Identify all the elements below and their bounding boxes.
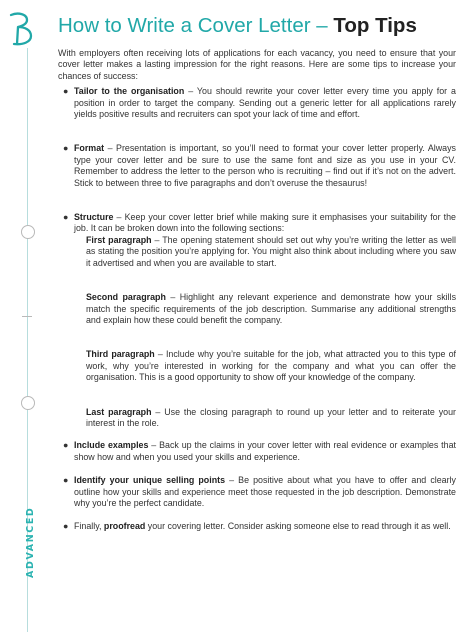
tip-structure xyxy=(58,212,456,429)
tip-text: – Be positive about what you have to offer and clearly outline how your skills and experience meet those requested in the job description. Demonstrate why you’re the perfect candidate. xyxy=(74,475,456,508)
section-third xyxy=(86,349,456,383)
section-text: – Use the closing paragraph to round up your letter and to reiterate your interest in the role. xyxy=(86,406,456,428)
tip-heading: Tailor to the organisation xyxy=(74,86,185,97)
brand-wordmark: ADVANCED xyxy=(25,506,36,578)
tip-heading: Structure xyxy=(74,212,114,223)
tip-heading: Include examples xyxy=(74,440,149,451)
bullet-icon: ● xyxy=(63,440,69,451)
section-heading: Last paragraph xyxy=(86,406,152,417)
tip-heading: Identify your unique selling points xyxy=(74,475,226,486)
bullet-icon: ● xyxy=(63,86,69,97)
tip-text-before: Finally, xyxy=(74,521,104,532)
tip-proofread xyxy=(58,521,456,532)
tips-list xyxy=(58,86,456,533)
bullet-icon: ● xyxy=(63,475,69,486)
section-first xyxy=(86,235,456,269)
structure-sections xyxy=(86,235,456,429)
bullet-icon: ● xyxy=(63,521,69,532)
tip-text: – Presentation is important, so you’ll need to format your cover letter properly. Always type your cover letter and be sure to use the same font and size as you use in your CV. Remember to address the letter to the person who is recruiting – find out if it’s not on the advert. Stick to between three to five paragraphs and don’t overuse the thesaurus! xyxy=(74,143,456,188)
tip-text: – Keep your cover letter brief while making sure it emphasises your suitability for the job. It can be broken down into the following sections: xyxy=(74,212,456,234)
section-last xyxy=(86,407,456,430)
section-text: – Highlight any relevant experience and demonstrate how your skills match the specific requirements of the job description. Summarise any additional strengths and explain how these could benefit the company. xyxy=(86,292,457,325)
tip-text: – You should rewrite your cover letter every time you apply for a position in order to target the company. Sending out a generic letter for all applications rarely yields positive results and recruiters can spot your lack of time and effort. xyxy=(74,86,456,120)
tip-format xyxy=(58,143,456,189)
tip-selling-points xyxy=(58,475,456,509)
title-prefix: How to Write a Cover Letter – xyxy=(58,14,334,37)
tip-heading: Format xyxy=(74,143,105,154)
tip-examples xyxy=(58,440,456,463)
bullet-icon: ● xyxy=(63,143,69,154)
bullet-icon: ● xyxy=(63,212,69,223)
title-emphasis: Top Tips xyxy=(333,14,417,37)
tip-heading: proofread xyxy=(103,521,146,532)
section-text: – The opening statement should set out why you’re writing the letter as well as stating the position you’re applying for. You might also think about including where you saw it advertised and when you are available to start. xyxy=(86,234,456,268)
punch-hole-bottom xyxy=(21,396,35,410)
section-heading: Third paragraph xyxy=(86,349,155,360)
document-body xyxy=(58,13,456,533)
tip-tailor xyxy=(58,86,456,120)
center-tick-mark xyxy=(22,316,32,317)
punch-hole-top xyxy=(21,225,35,239)
intro-paragraph: With employers often receiving lots of applications for each vacancy, you need to ensure that your cover letter makes a lasting impression for the right reasons. Here are some tips to increase your chances of success: xyxy=(58,48,456,81)
section-heading: Second paragraph xyxy=(86,292,166,303)
page-title xyxy=(58,13,456,39)
section-text: – Include why you’re suitable for the job, what attracted you to this type of work, why you’re interested in working for the company and what you can offer the organisation. This is a good opportunity to show off your knowledge of the company. xyxy=(86,349,456,383)
tip-text: your covering letter. Consider asking someone else to read through it as well. xyxy=(145,521,451,532)
section-second xyxy=(86,292,456,326)
b-monogram-icon xyxy=(8,11,38,47)
tip-text: – Back up the claims in your cover letter with real evidence or examples that show how and when you used your skills and experience. xyxy=(74,440,456,462)
section-heading: First paragraph xyxy=(86,234,152,245)
